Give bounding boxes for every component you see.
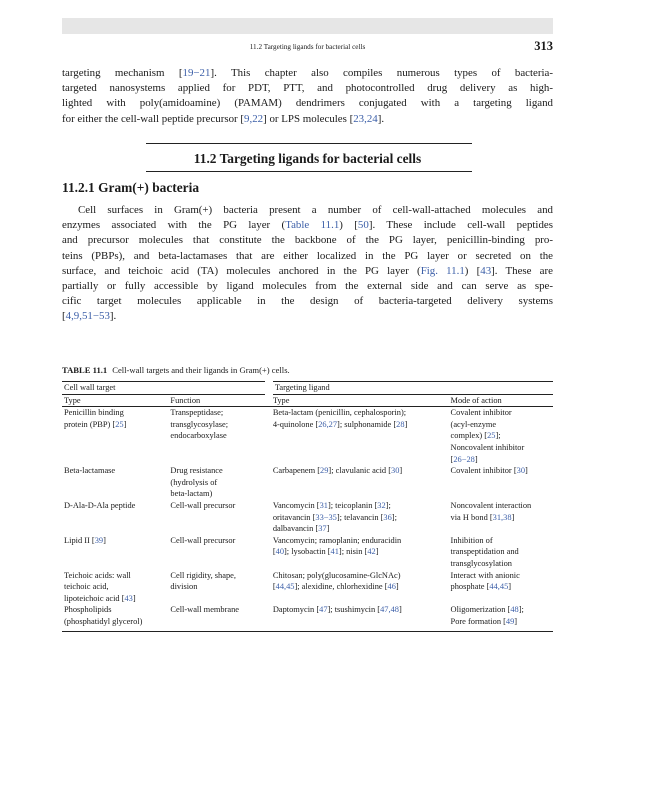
citation-link[interactable]: 26−28	[453, 454, 475, 464]
table-caption	[62, 365, 290, 375]
cell-line: Vancomycin; ramoplanin; enduracidin	[272, 535, 402, 545]
table-cell-function	[168, 465, 268, 500]
text-line: targeted nanosystems applied for PDT, PTT, and photocontrolled drug delivery as high-	[62, 82, 553, 95]
table-row	[62, 465, 553, 500]
citation-link[interactable]: 32	[377, 500, 386, 510]
citation-link[interactable]: 30	[516, 466, 525, 476]
text-line: surface, and teichoic acid (TA) molecules anchored in the PG layer (Fig. 11.1) [43]. These are	[62, 264, 553, 277]
cell-line: [26−28]	[450, 454, 478, 464]
cell-line: beta-lactam)	[170, 489, 213, 499]
cell-line: Cell rigidity, shape,	[170, 570, 236, 580]
table-cell-type	[62, 535, 168, 570]
cell-line: teichoic acid,	[64, 582, 109, 592]
table-cell-function	[168, 535, 268, 570]
cell-line: transglycosylation	[450, 558, 512, 568]
cell-line: Penicillin binding	[64, 408, 124, 418]
body-paragraph	[62, 203, 553, 325]
table-cell-mode	[449, 570, 553, 605]
top-margin-bar	[62, 18, 553, 34]
cell-line: Drug resistance	[170, 466, 223, 476]
running-header	[62, 40, 553, 56]
citation-link[interactable]: 46	[387, 582, 396, 592]
citation-link[interactable]: 48	[510, 605, 519, 615]
intro-paragraph	[62, 66, 553, 127]
text-line: for either the cell-wall peptide precursor [9,22] or LPS molecules [23,24].	[62, 112, 385, 125]
table-cell-type	[62, 500, 168, 535]
citation-link[interactable]: 19−21	[182, 67, 211, 79]
citation-link[interactable]: 44,45	[275, 582, 295, 592]
citation-link[interactable]: 47	[319, 605, 328, 615]
cell-line: Cell-wall precursor	[170, 500, 236, 510]
table-row	[62, 570, 553, 605]
cell-line: complex) [25];	[450, 431, 501, 441]
text-line: teins (PBPs), and beta-lactamases that are either localized in the PG layer or secreted on the	[62, 249, 553, 262]
cell-line: Transpeptidase;	[170, 408, 224, 418]
cell-line: Covalent inhibitor	[450, 408, 512, 418]
citation-link[interactable]: 39	[94, 535, 104, 545]
cell-line: Noncovalent inhibitor	[450, 442, 525, 452]
table-row	[62, 604, 553, 632]
citation-link[interactable]: 25	[115, 419, 124, 429]
cell-line: Oligomerization [48];	[450, 605, 524, 615]
cell-line: Noncovalent interaction	[450, 500, 532, 510]
table-cell-ligand	[269, 535, 449, 570]
group-header-cell-wall-target: Cell wall target	[62, 382, 269, 395]
citation-link[interactable]: 36	[383, 512, 392, 522]
text-line: targeting mechanism [19−21]. This chapter also compiles numerous types of bacteria-	[62, 67, 553, 79]
citation-link[interactable]: 43	[124, 593, 133, 603]
text-line: Cell surfaces in Gram(+) bacteria present a number of cell-wall-attached molecules and	[78, 204, 553, 216]
page-number: 313	[534, 39, 553, 53]
citation-link[interactable]: 43	[480, 264, 492, 277]
cell-line: protein (PBP) [25]	[64, 419, 127, 429]
ligand-table	[62, 381, 553, 632]
text-line: and precursor molecules that constitute the backbone of the PG layer, penicillin-binding pro-	[62, 234, 553, 247]
cell-line: transglycosylase;	[170, 419, 229, 429]
cell-line: Cell-wall precursor	[170, 535, 236, 545]
cell-line: 4-quinolone [26,27]; sulphonamide [28]	[272, 419, 408, 429]
table-cell-mode	[449, 500, 553, 535]
citation-link[interactable]: 42	[367, 547, 376, 557]
table-row	[62, 535, 553, 570]
citation-link[interactable]: 31,38	[492, 512, 512, 522]
table-cell-ligand	[269, 604, 449, 632]
cell-line: phosphate [44,45]	[450, 582, 512, 592]
text-line: lighted with poly(amidoamine) (PAMAM) dendrimers conjugated with a targeting ligand	[62, 97, 553, 110]
cell-line: Chitosan; poly(glucosamine-GlcNAc)	[272, 570, 401, 580]
cell-line: division	[170, 582, 198, 592]
citation-link[interactable]: 29	[320, 466, 329, 476]
table-cell-function	[168, 407, 268, 465]
citation-link[interactable]: 49	[505, 616, 515, 626]
cell-line: Interact with anionic	[450, 570, 520, 580]
cell-line: lipoteichoic acid [43]	[64, 593, 136, 603]
citation-link[interactable]: 9,22	[244, 112, 264, 125]
citation-link[interactable]: 25	[487, 431, 496, 441]
table-cell-mode	[449, 465, 553, 500]
table-cell-function	[168, 500, 268, 535]
table-cell-type	[62, 570, 168, 605]
cell-line: Cell-wall membrane	[170, 605, 240, 615]
citation-link[interactable]: 26,27	[318, 419, 338, 429]
column-header-type: Type	[62, 394, 168, 407]
cell-line: Beta-lactam (penicillin, cephalosporin);	[272, 408, 407, 418]
table-cell-type	[62, 604, 168, 632]
table-cell-mode	[449, 407, 553, 465]
cell-line: [40]; lysobactin [41]; nisin [42]	[272, 547, 379, 557]
column-header-function: Function	[168, 394, 268, 407]
text-line: cific target molecules applicable in the design of bacteria-targeted delivery systems	[62, 295, 553, 308]
table-caption-text: Cell-wall targets and their ligands in Gram(+) cells.	[112, 365, 290, 375]
cell-line: Daptomycin [47]; tsushimycin [47,48]	[272, 605, 402, 615]
table-cell-ligand	[269, 570, 449, 605]
table-cell-ligand	[269, 465, 449, 500]
citation-link[interactable]: 30	[391, 466, 400, 476]
cell-line: Phospholipids	[64, 605, 112, 615]
figure-link[interactable]: Fig. 11.1	[420, 264, 465, 277]
table-cell-mode	[449, 604, 553, 632]
table-row	[62, 407, 553, 465]
cell-line: (phosphatidyl glycerol)	[64, 616, 143, 626]
section-rule-bottom	[146, 171, 472, 172]
cell-line: (hydrolysis of	[170, 477, 218, 487]
column-header-mode-of-action: Mode of action	[449, 394, 553, 407]
section-title: 11.2 Targeting ligands for bacterial cells	[193, 151, 422, 166]
cell-line: oritavancin [33−35]; telavancin [36];	[272, 512, 397, 522]
citation-link[interactable]: 23,24	[353, 112, 378, 125]
table-label: TABLE 11.1	[62, 365, 108, 375]
cell-line: Teichoic acids: wall	[64, 570, 131, 580]
citation-link[interactable]: 31	[319, 500, 328, 510]
cell-line: Vancomycin [31]; teicoplanin [32];	[272, 500, 391, 510]
column-header-ligand-type: Type	[269, 394, 449, 407]
citation-link[interactable]: 50	[357, 219, 369, 232]
table-cell-type	[62, 465, 168, 500]
cell-line: Pore formation [49]	[450, 616, 518, 626]
text-line: [4,9,51−53].	[62, 310, 117, 323]
citation-link[interactable]: 47,48	[380, 605, 399, 615]
citation-link[interactable]: 44,45	[489, 582, 509, 592]
cell-line: (acyl-enzyme	[450, 419, 497, 429]
cell-line: endocarboxylase	[170, 431, 227, 441]
cell-line: transpeptidation and	[450, 547, 519, 557]
table-cell-ligand	[269, 407, 449, 465]
group-header-targeting-ligand: Targeting ligand	[269, 382, 553, 395]
table-cell-function	[168, 604, 268, 632]
citation-link[interactable]: 28	[396, 419, 405, 429]
cell-line: Covalent inhibitor [30]	[450, 466, 528, 476]
cell-line: Beta-lactamase	[64, 466, 116, 476]
table-cell-type	[62, 407, 168, 465]
table-cell-ligand	[269, 500, 449, 535]
cell-line: D-Ala-D-Ala peptide	[64, 500, 136, 510]
subsection-title: 11.2.1 Gram(+) bacteria	[62, 180, 200, 195]
running-title: 11.2 Targeting ligands for bacterial cells	[249, 43, 366, 51]
text-line: enzymes associated with the PG layer (Table 11.1) [50]. These include cell-wall peptides	[62, 219, 553, 232]
cell-line: [44,45]; alexidine, chlorhexidine [46]	[272, 582, 399, 592]
text-line: partially or fully accessible by ligand molecules from the external side and can serve as spe-	[62, 280, 553, 293]
table-row	[62, 500, 553, 535]
section-rule-top	[146, 143, 472, 144]
citation-link[interactable]: 37	[318, 524, 327, 534]
citation-link[interactable]: 41	[330, 547, 339, 557]
table-cell-function	[168, 570, 268, 605]
cell-line: Lipid II [39]	[64, 535, 106, 545]
cell-line: Inhibition of	[450, 535, 493, 545]
cell-line: dalbavancin [37]	[272, 524, 330, 534]
citation-link[interactable]: 40	[275, 547, 284, 557]
cell-line: Carbapenem [29]; clavulanic acid [30]	[272, 466, 403, 476]
table-cell-mode	[449, 535, 553, 570]
table-link[interactable]: Table 11.1	[285, 219, 340, 232]
citation-link[interactable]: 33−35	[315, 512, 337, 522]
cell-line: via H bond [31,38]	[450, 512, 515, 522]
citation-link[interactable]: 4,9,51−53	[65, 310, 110, 323]
